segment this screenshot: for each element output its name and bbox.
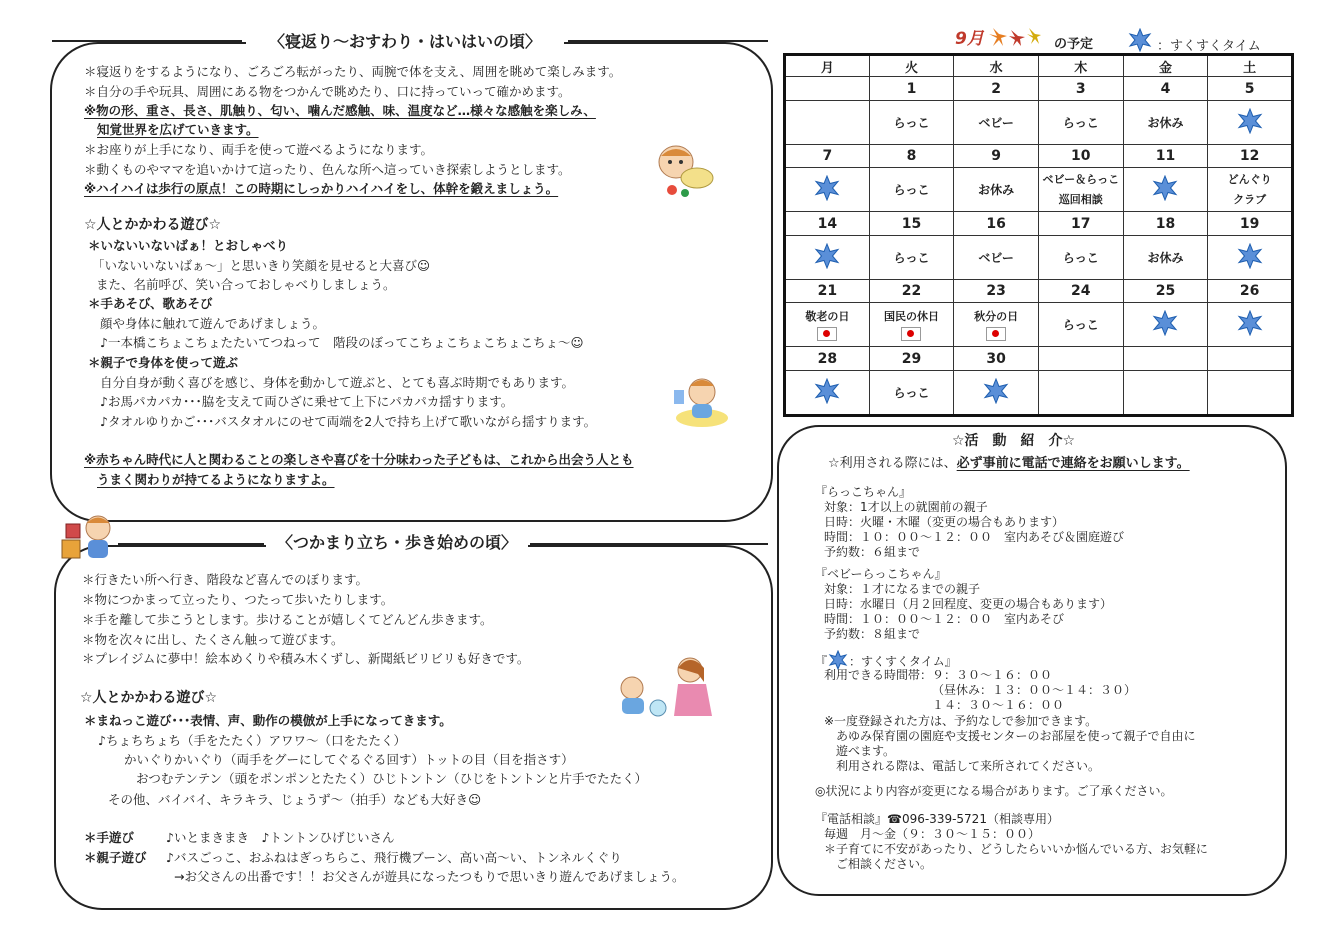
- section1-title-rule-left: [52, 40, 242, 42]
- baby-name: 『ベビーらっこちゃん』: [815, 567, 947, 581]
- s1-play-10: ♪タオルゆりかご･･･バスタオルにのせて両端を2人で持ち上げて歌いながら揺すります。: [100, 414, 597, 429]
- japan-flag-icon: [986, 327, 1006, 341]
- event-line: 巡回相談: [1058, 192, 1103, 206]
- weekday-header: 火: [869, 55, 954, 77]
- holiday-name: 敬老の日: [805, 309, 850, 323]
- holiday-cell: [954, 303, 1039, 347]
- weekday-header: 土: [1208, 55, 1293, 77]
- change-note: ◎状況により内容が変更になる場合があります。ご了承ください。: [815, 784, 1173, 798]
- s1-play-7: ＊親子で身体を使って遊ぶ: [88, 355, 239, 370]
- calendar-day-number: 25: [1123, 279, 1208, 303]
- rakko-name: 『らっこちゃん』: [815, 485, 912, 499]
- s1-line-1: ＊寝返りをするようになり、ごろごろ転がったり、両腕で体を支え、周囲を眺めて楽しみます。: [84, 64, 622, 79]
- calendar-day-number: 8: [869, 144, 954, 168]
- s2-line-2: ＊物につかまって立ったり、つたって歩いたりします。: [82, 592, 394, 607]
- calendar-day-number: 3: [1038, 77, 1123, 101]
- s2-play-4: おつむテンテン（頭をポンポンとたたく）ひじトントン（ひじをトントンと片手でたたく）: [136, 771, 648, 786]
- event-cell: [785, 101, 870, 145]
- suku-name-prefix: 『: [815, 654, 828, 669]
- calendar-day-number: 21: [785, 279, 870, 303]
- star-icon: [1208, 101, 1293, 145]
- holiday-name: 秋分の日: [974, 309, 1019, 323]
- event-cell: お休み: [954, 168, 1039, 212]
- rakko-time: 時間：１０：００～１２：００ 室内あそび＆園庭遊び: [824, 530, 1125, 544]
- section1-title-rule-right: [568, 40, 768, 42]
- event-cell: らっこ: [869, 235, 954, 279]
- baby-target: 対象：１才になるまでの親子: [824, 582, 981, 596]
- s2-body-text: ♪バスごっこ、おふねはぎっちらこ、飛行機ブーン、高い高～い、トンネルくぐり: [166, 850, 622, 865]
- s1-line-6: ＊動くものやママを追いかけて這ったり、色んな所へ這っていき探索しようとします。: [84, 162, 571, 177]
- event-cell: ベビー: [954, 101, 1039, 145]
- weekday-header: 月: [785, 55, 870, 77]
- s1-line-7: ※ハイハイは歩行の原点！この時期にしっかりハイハイをし、体幹を鍛えましょう。: [84, 181, 559, 196]
- star-icon: [954, 370, 1039, 415]
- calendar-day-number: 1: [869, 77, 954, 101]
- star-icon: [785, 370, 870, 415]
- event-cell: [1123, 370, 1208, 415]
- calendar-day-number: 14: [785, 212, 870, 236]
- suku-note-2: あゆみ保育園の園庭や支援センターのお部屋を使って親子で自由に: [836, 729, 1196, 743]
- schedule-month: 9月: [955, 29, 984, 49]
- calendar-day-number: 5: [1208, 77, 1293, 101]
- legend-star-icon: [1126, 28, 1154, 52]
- activities-notice-prefix: ☆利用される際には、: [828, 456, 957, 471]
- event-line: どんぐり: [1227, 172, 1272, 186]
- calendar-day-number: 4: [1123, 77, 1208, 101]
- calendar-day-number: 15: [869, 212, 954, 236]
- calendar-day-number: 30: [954, 347, 1039, 371]
- rakko-target: 対象：1才以上の就園前の親子: [824, 500, 988, 514]
- s1-play-3: また、名前呼び、笑い合っておしゃべりしましょう。: [96, 277, 396, 292]
- event-cell: ベビー: [954, 235, 1039, 279]
- s1-closing-2: うまく関わりが持てるようになりますよ。: [97, 472, 335, 487]
- baby-playing-illustration: [668, 372, 730, 428]
- calendar-day-number: 9: [954, 144, 1039, 168]
- activities-notice: [828, 456, 1190, 472]
- baby-days: 日時：水曜日（月２回程度、変更の場合もあります）: [824, 597, 1113, 611]
- event-cell: [1038, 370, 1123, 415]
- calendar-day-number: [1123, 347, 1208, 371]
- holiday-cell: [785, 303, 870, 347]
- s1-play-1: ＊いないいないばぁ！とおしゃべり: [88, 238, 289, 253]
- s1-play-8: 自分自身が動く喜びを感じ、身体を動かして遊ぶと、とても喜ぶ時期でもあります。: [100, 375, 575, 390]
- calendar-day-number: [1038, 347, 1123, 371]
- event-line: ベビー＆らっこ: [1042, 172, 1120, 186]
- event-cell: らっこ: [869, 101, 954, 145]
- phone-label: 『電話相談』☎096-339-5721（相談専用）: [815, 812, 1059, 826]
- suku-note-4: 利用される際は、電話して来所されてください。: [836, 759, 1101, 773]
- event-line: クラブ: [1233, 192, 1267, 206]
- s2-line-5: ＊プレイジムに夢中！絵本めくりや積み木くずし、新聞紙ビリビリも好きです。: [82, 651, 530, 666]
- star-icon: [785, 168, 870, 212]
- s1-play-6: ♪一本橋こちょこちょたたいてつねって 階段のぼってこちょこちょこちょこちょ～☺: [100, 335, 584, 350]
- calendar-day-number: 2: [954, 77, 1039, 101]
- section1-title: 〈寝返り～おすわり・はいはいの頃〉: [246, 29, 564, 52]
- s1-play-4: ＊手あそび、歌あそび: [88, 296, 213, 311]
- s2-play-3: かいぐりかいぐり（両手をグーにしてぐるぐる回す）トットの目（目を指さす）: [124, 752, 574, 767]
- s1-line-5: ＊お座りが上手になり、両手を使って遊べるようになります。: [84, 142, 434, 157]
- s2-play-1: ＊まねっこ遊び･･･表情、声、動作の模倣が上手になってきます。: [84, 713, 452, 728]
- s2-play-title: ☆人とかかわる遊び☆: [80, 690, 218, 706]
- event-cell: らっこ: [1038, 101, 1123, 145]
- section2-title: 〈つかまり立ち・歩き始めの頃〉: [266, 530, 528, 553]
- calendar-day-number: [1208, 347, 1293, 371]
- calendar-day-number: 11: [1123, 144, 1208, 168]
- event-cell: [1208, 168, 1293, 212]
- calendar-day-number: 22: [869, 279, 954, 303]
- holiday-cell: [869, 303, 954, 347]
- suku-hours: 利用できる時間帯：９：３０～１６：００: [824, 668, 1053, 682]
- holiday-name: 国民の休日: [883, 309, 939, 323]
- star-icon: [1208, 303, 1293, 347]
- schedule-calendar: [783, 53, 1294, 417]
- s1-line-2: ＊自分の手や玩具、周囲にある物をつかんで眺めたり、口に持っていって確かめます。: [84, 84, 571, 99]
- legend-label: ：すくすくタイム: [1157, 39, 1261, 54]
- baby-crawling-illustration: [652, 140, 718, 200]
- japan-flag-icon: [817, 327, 837, 341]
- calendar-day-number: 24: [1038, 279, 1123, 303]
- s2-line-1: ＊行きたい所へ行き、階段など喜んでのぼります。: [82, 572, 369, 587]
- calendar-day-number: 18: [1123, 212, 1208, 236]
- baby-cap: 予約数：８組まで: [824, 627, 921, 641]
- calendar-day-number: 10: [1038, 144, 1123, 168]
- weekday-header: 木: [1038, 55, 1123, 77]
- calendar-day-number: 29: [869, 347, 954, 371]
- japan-flag-icon: [901, 327, 921, 341]
- weekday-header: 金: [1123, 55, 1208, 77]
- event-cell: お休み: [1123, 235, 1208, 279]
- activities-notice-bold: 必ず事前に電話で連絡をお願いします。: [956, 456, 1190, 471]
- s1-closing-1: ※赤ちゃん時代に人と関わることの楽しさや喜びを十分味わった子どもは、これから出会う人とも: [84, 452, 634, 467]
- s1-play-9: ♪お馬パカパカ･･･脇を支えて両ひざに乗せて上下にパカパカ揺すります。: [100, 394, 514, 409]
- rakko-days: 日時：火曜・木曜（変更の場合もあります）: [824, 515, 1065, 529]
- phone-note-2: ご相談ください。: [836, 857, 933, 871]
- s2-line-3: ＊手を離して歩こうとします。歩けることが嬉しくてどんどん歩きます。: [82, 612, 493, 627]
- event-cell: らっこ: [869, 370, 954, 415]
- suku-note-1: ※一度登録された方は、予約なしで参加できます。: [824, 714, 1098, 728]
- event-cell: らっこ: [1038, 303, 1123, 347]
- s1-line-4: 知覚世界を広げていきます。: [97, 122, 259, 137]
- rakko-cap: 予約数：６組まで: [824, 545, 921, 559]
- star-icon: [1123, 168, 1208, 212]
- s2-hand-label: ＊手遊び: [84, 830, 135, 845]
- event-cell: [1208, 370, 1293, 415]
- mother-baby-ball-illustration: [612, 652, 722, 720]
- s2-body-text-2: →お父さんの出番です！！お父さんが遊具になったつもりで思いきり遊んであげましょう。: [174, 869, 685, 884]
- calendar-day-number: [785, 77, 870, 101]
- star-icon: [1208, 235, 1293, 279]
- calendar-day-number: 7: [785, 144, 870, 168]
- s1-play-title: ☆人とかかわる遊び☆: [84, 217, 222, 233]
- event-cell: お休み: [1123, 101, 1208, 145]
- section2-title-rule-right: [530, 543, 768, 545]
- s2-body-label: ＊親子遊び: [84, 850, 147, 865]
- phone-hours: 毎週 月～金（９：３０～１５：００）: [824, 827, 1041, 841]
- star-icon: [785, 235, 870, 279]
- activities-title: ☆活 動 紹 介☆: [952, 433, 1076, 449]
- autumn-leaves-icon: [985, 24, 1043, 50]
- weekday-header: 水: [954, 55, 1039, 77]
- event-cell: [1038, 168, 1123, 212]
- calendar-day-number: 23: [954, 279, 1039, 303]
- s1-play-5: 顔や身体に触れて遊んであげましょう。: [100, 316, 326, 331]
- s1-play-2: 「いないいないばぁ～」と思いきり笑顔を見せると大喜び☺: [92, 258, 431, 273]
- section2-title-rule-left: [118, 543, 264, 545]
- s2-hand-text: ♪いとまきまき ♪トントンひげじいさん: [166, 830, 395, 845]
- s2-line-4: ＊物を次々に出し、たくさん触って遊びます。: [82, 632, 344, 647]
- calendar-day-number: 12: [1208, 144, 1293, 168]
- event-cell: らっこ: [869, 168, 954, 212]
- baby-blocks-illustration: [58, 512, 116, 566]
- star-icon: [1123, 303, 1208, 347]
- s2-play-2: ♪ちょちちょち（手をたたく）アワワ～（口をたたく）: [98, 733, 406, 748]
- suku-note-3: 遊べます。: [836, 744, 896, 758]
- s2-play-5: その他、バイバイ、キラキラ、じょうず～（拍手）なども大好き☺: [108, 792, 482, 807]
- suku-lunch: （昼休み：１３：００～１４：３０）: [932, 683, 1137, 697]
- calendar-day-number: 16: [954, 212, 1039, 236]
- schedule-title-suffix: の予定: [1054, 37, 1094, 52]
- calendar-day-number: 26: [1208, 279, 1293, 303]
- event-cell: らっこ: [1038, 235, 1123, 279]
- s1-line-3: ※物の形、重さ、長さ、肌触り、匂い、噛んだ感触、味、温度など…様々な感触を楽しみ、: [84, 103, 596, 118]
- suku-pm: １４：３０～１６：００: [932, 698, 1065, 712]
- calendar-day-number: 17: [1038, 212, 1123, 236]
- suku-name-suffix: ：すくすくタイム』: [849, 654, 957, 669]
- phone-note-1: ＊子育てに不安があったり、どうしたらいいか悩んでいる方、お気軽に: [824, 842, 1208, 856]
- calendar-day-number: 19: [1208, 212, 1293, 236]
- calendar-day-number: 28: [785, 347, 870, 371]
- baby-time: 時間：１０：００～１２：００ 室内あそび: [824, 612, 1065, 626]
